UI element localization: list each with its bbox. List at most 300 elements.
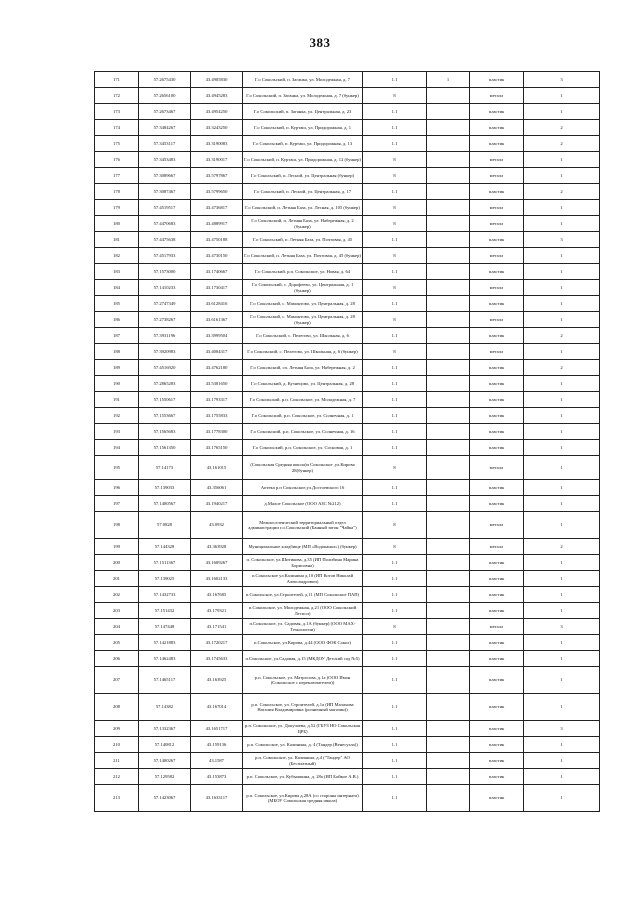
material-cell: пластик [470, 440, 524, 456]
longitude-cell: 43.356061 [191, 480, 243, 496]
row-number: 175 [95, 136, 139, 152]
material-cell: пластик [470, 136, 524, 152]
address-cell: р.п. Сокольское, ул. Матросова, д.1а (ООО Имон (Сокольское с переключателем)) [243, 667, 363, 694]
address-cell: Г.о Сокольский, с. Мамонтово, ул. Центральная, д. 28 (бункер) [243, 312, 363, 328]
latitude-cell: 57.151432 [139, 603, 191, 619]
qty-cell [427, 280, 470, 296]
qty-cell [427, 264, 470, 280]
material-cell: пластик [470, 635, 524, 651]
qty-cell [427, 392, 470, 408]
volume-cell: 1.1 [363, 120, 427, 136]
row-number: 195 [95, 456, 139, 480]
table-row [95, 328, 600, 344]
container-count-cell: 1 [524, 296, 600, 312]
longitude-cell: 43.0932 [191, 512, 243, 539]
latitude-cell: 57.4475638 [139, 232, 191, 248]
address-cell: Г.о Сокольский, с. Пелегово, ул. Школьная, д. 6 (бункер) [243, 344, 363, 360]
volume-cell: 1.1 [363, 296, 427, 312]
material-cell: пластик [470, 392, 524, 408]
material-cell: пластик [470, 737, 524, 753]
volume-cell: 8 [363, 280, 427, 296]
row-number: 181 [95, 232, 139, 248]
volume-cell: 8 [363, 619, 427, 635]
qty-cell [427, 376, 470, 392]
volume-cell: 1.1 [363, 635, 427, 651]
container-count-cell: 1 [524, 555, 600, 571]
row-number: 173 [95, 104, 139, 120]
table-row [95, 376, 600, 392]
table-row [95, 88, 600, 104]
container-count-cell: 3 [524, 721, 600, 737]
qty-cell [427, 408, 470, 424]
qty-cell [427, 232, 470, 248]
container-count-cell: 3 [524, 72, 600, 88]
longitude-cell: 43.1730417 [191, 280, 243, 296]
row-number: 183 [95, 264, 139, 280]
address-cell: Г.о Сокольский, п. Летняя База, ул. Лесная, д. 105 (бункер) [243, 200, 363, 216]
table-row [95, 184, 600, 200]
volume-cell: 1.1 [363, 785, 427, 812]
longitude-cell: 43.1587 [191, 753, 243, 769]
latitude-cell: 57.1465117 [139, 667, 191, 694]
qty-cell [427, 88, 470, 104]
latitude-cell: 57.1432733 [139, 587, 191, 603]
address-cell: Г.о Сокольский, р.п. Сокольское, ул. Молодежная, д. 7 [243, 392, 363, 408]
table-row [95, 603, 600, 619]
material-cell: металл [470, 456, 524, 480]
address-cell: Межпоселенческий территориальный отдел администрации г.о.Сокольский (Банный затон "Чайка") [243, 512, 363, 539]
container-count-cell: 1 [524, 376, 600, 392]
latitude-cell: 57.144328 [139, 539, 191, 555]
volume-cell: 1.1 [363, 571, 427, 587]
volume-cell: 1.1 [363, 769, 427, 785]
table-row [95, 72, 600, 88]
material-cell: металл [470, 619, 524, 635]
container-count-cell: 1 [524, 216, 600, 232]
material-cell: металл [470, 344, 524, 360]
longitude-cell: 43.1651717 [191, 721, 243, 737]
qty-cell [427, 651, 470, 667]
latitude-cell: 57.1550617 [139, 392, 191, 408]
material-cell: пластик [470, 785, 524, 812]
latitude-cell: 57.129582 [139, 769, 191, 785]
qty-cell [427, 136, 470, 152]
longitude-cell: 43.161015 [191, 456, 243, 480]
qty-cell [427, 587, 470, 603]
address-cell: Г.о Сокольский, п. Курташ, ул. Придорожная, д. 13 [243, 136, 363, 152]
qty-cell [427, 296, 470, 312]
latitude-cell: 57.2656100 [139, 88, 191, 104]
address-cell: р.п. Сокольское, ул. Строителей, д.1а (ИП Малахова Наталия Владимировна (розничный магазин)) [243, 694, 363, 721]
container-count-cell: 2 [524, 539, 600, 555]
longitude-cell: 43.153873 [191, 769, 243, 785]
longitude-cell: 43.4750188 [191, 232, 243, 248]
address-cell: Г.о Сокольский, р.п. Сокольское, ул. Солнечная, д. 1 [243, 408, 363, 424]
address-cell: Г.о Сокольский, с. Дорофеево, ул. Центральная, д. 1 (бункер) [243, 280, 363, 296]
material-cell: металл [470, 88, 524, 104]
longitude-cell: 43.163925 [191, 667, 243, 694]
volume-cell: 1.1 [363, 360, 427, 376]
address-cell: Г.о Сокольский, п. Курташ, ул. Придорожная, д. 1 [243, 120, 363, 136]
container-count-cell: 1 [524, 587, 600, 603]
address-cell: Г.о Сокольский, п. Летняя База, ул. Почтовая, д. 45 [243, 232, 363, 248]
qty-cell [427, 360, 470, 376]
container-count-cell: 1 [524, 104, 600, 120]
container-count-cell: 3 [524, 619, 600, 635]
material-cell: металл [470, 200, 524, 216]
latitude-cell: 57.14382 [139, 694, 191, 721]
volume-cell: 8 [363, 200, 427, 216]
latitude-cell: 57.4516920 [139, 360, 191, 376]
address-cell: п.Сокольское, ул.Строителей, д.11 (МП Сокольское ПАП) [243, 587, 363, 603]
qty-cell [427, 216, 470, 232]
material-cell: пластик [470, 694, 524, 721]
container-count-cell: 1 [524, 737, 600, 753]
volume-cell: 1.1 [363, 232, 427, 248]
table-row [95, 480, 600, 496]
longitude-cell: 43.1940217 [191, 496, 243, 512]
volume-cell: 1.1 [363, 72, 427, 88]
material-cell: пластик [470, 571, 524, 587]
qty-cell [427, 603, 470, 619]
container-count-cell: 1 [524, 635, 600, 651]
container-count-cell: 1 [524, 571, 600, 587]
longitude-cell: 43.3999504 [191, 328, 243, 344]
row-number: 180 [95, 216, 139, 232]
material-cell: пластик [470, 651, 524, 667]
container-count-cell: 2 [524, 360, 600, 376]
row-number: 186 [95, 312, 139, 328]
material-cell: пластик [470, 480, 524, 496]
qty-cell [427, 555, 470, 571]
qty-cell [427, 721, 470, 737]
volume-cell: 8 [363, 456, 427, 480]
volume-cell: 8 [363, 216, 427, 232]
row-number: 204 [95, 619, 139, 635]
row-number: 194 [95, 440, 139, 456]
latitude-cell: 57.2865283 [139, 376, 191, 392]
row-number: 208 [95, 694, 139, 721]
volume-cell: 8 [363, 344, 427, 360]
table-row [95, 248, 600, 264]
table-row [95, 360, 600, 376]
material-cell: пластик [470, 721, 524, 737]
latitude-cell: 57.1332367 [139, 721, 191, 737]
longitude-cell: 43.1740667 [191, 264, 243, 280]
longitude-cell: 43.363928 [191, 539, 243, 555]
material-cell: пластик [470, 232, 524, 248]
container-count-cell: 1 [524, 200, 600, 216]
longitude-cell: 43.159136 [191, 737, 243, 753]
material-cell: пластик [470, 667, 524, 694]
table-row [95, 392, 600, 408]
longitude-cell: 43.167014 [191, 694, 243, 721]
row-number: 182 [95, 248, 139, 264]
volume-cell: 1.1 [363, 376, 427, 392]
volume-cell: 8 [363, 88, 427, 104]
container-count-cell: 1 [524, 280, 600, 296]
longitude-cell: 43.171541 [191, 619, 243, 635]
longitude-cell: 43.4945283 [191, 88, 243, 104]
volume-cell: 1.1 [363, 651, 427, 667]
row-number: 193 [95, 424, 139, 440]
material-cell: пластик [470, 120, 524, 136]
row-number: 207 [95, 667, 139, 694]
latitude-cell: 57.4517933 [139, 248, 191, 264]
volume-cell: 1.1 [363, 408, 427, 424]
volume-cell: 1.1 [363, 424, 427, 440]
table-row [95, 651, 600, 667]
volume-cell: 1.1 [363, 737, 427, 753]
qty-cell [427, 344, 470, 360]
latitude-cell: 57.2738267 [139, 312, 191, 328]
table-row [95, 587, 600, 603]
qty-cell [427, 424, 470, 440]
container-count-cell: 1 [524, 769, 600, 785]
material-cell: металл [470, 539, 524, 555]
row-number: 179 [95, 200, 139, 216]
qty-cell [427, 456, 470, 480]
row-number: 201 [95, 571, 139, 587]
qty-cell [427, 496, 470, 512]
table-row [95, 721, 600, 737]
container-count-cell: 1 [524, 152, 600, 168]
volume-cell: 1.1 [363, 753, 427, 769]
material-cell: пластик [470, 328, 524, 344]
address-cell: п.Сокольское, ул. Молодежная, д.21 (ООО Сокольский Леспол) [243, 603, 363, 619]
row-number: 178 [95, 184, 139, 200]
address-cell: р.п. Сокольское, ул. Кубышкина, д. 28а (ИП Бойкое А.В.) [243, 769, 363, 785]
table-row [95, 694, 600, 721]
qty-cell [427, 152, 470, 168]
container-count-cell: 1 [524, 456, 600, 480]
table-row [95, 232, 600, 248]
page-number: 383 [309, 35, 331, 50]
qty-cell [427, 480, 470, 496]
qty-cell [427, 667, 470, 694]
row-number: 197 [95, 496, 139, 512]
latitude-cell: 57.140812 [139, 737, 191, 753]
table-row [95, 737, 600, 753]
qty-cell [427, 785, 470, 812]
volume-cell: 8 [363, 312, 427, 328]
latitude-cell: 57.3089667 [139, 168, 191, 184]
row-number: 203 [95, 603, 139, 619]
container-count-cell: 1 [524, 264, 600, 280]
row-number: 202 [95, 587, 139, 603]
latitude-cell: 57.1462483 [139, 651, 191, 667]
address-cell: Г.о Сокольский, р.п. Сокольское, ул. Солнечная, д. 16 [243, 424, 363, 440]
qty-cell [427, 168, 470, 184]
material-cell: пластик [470, 603, 524, 619]
latitude-cell: 57.3453483 [139, 152, 191, 168]
container-count-cell: 2 [524, 184, 600, 200]
volume-cell: 1.1 [363, 104, 427, 120]
container-count-cell: 1 [524, 344, 600, 360]
volume-cell: 8 [363, 512, 427, 539]
material-cell: пластик [470, 555, 524, 571]
row-number: 190 [95, 376, 139, 392]
qty-cell [427, 328, 470, 344]
latitude-cell: 57.0828 [139, 512, 191, 539]
table-row [95, 200, 600, 216]
row-number: 213 [95, 785, 139, 812]
table-row [95, 216, 600, 232]
address-cell: Г.о Сокольский, д. Кузнецово, ул. Центральная, д. 28 [243, 376, 363, 392]
table-row [95, 667, 600, 694]
latitude-cell: 57.3087467 [139, 184, 191, 200]
material-cell: пластик [470, 496, 524, 512]
row-number: 199 [95, 539, 139, 555]
container-count-cell: 1 [524, 480, 600, 496]
longitude-cell: 43.3190083 [191, 136, 243, 152]
longitude-cell: 43.4889917 [191, 216, 243, 232]
material-cell: металл [470, 216, 524, 232]
latitude-cell: 57.147448 [139, 619, 191, 635]
container-count-cell: 2 [524, 328, 600, 344]
longitude-cell: 43.3190017 [191, 152, 243, 168]
longitude-cell: 43.1745633 [191, 651, 243, 667]
row-number: 185 [95, 296, 139, 312]
volume-cell: 8 [363, 248, 427, 264]
address-cell: Г.о Сокольский, п. Лесной, ул. Центральная, д. 17 [243, 184, 363, 200]
latitude-cell: 57.4470683 [139, 216, 191, 232]
row-number: 196 [95, 480, 139, 496]
container-count-cell: 1 [524, 88, 600, 104]
table-body [95, 72, 600, 812]
address-cell: Г.о Сокольский, п. Летняя База, ул. Почтовая, д. 45 (бункер) [243, 248, 363, 264]
table-row [95, 555, 600, 571]
table-row [95, 264, 600, 280]
longitude-cell: 43.1720217 [191, 635, 243, 651]
qty-cell [427, 571, 470, 587]
material-cell: металл [470, 248, 524, 264]
table-row [95, 635, 600, 651]
material-cell: пластик [470, 587, 524, 603]
container-count-cell: 1 [524, 512, 600, 539]
table-row [95, 424, 600, 440]
row-number: 176 [95, 152, 139, 168]
address-cell: (Сокольская Средняя школа)п Сокольское ,ул.Кирова 28(бункер) [243, 456, 363, 480]
table-row [95, 280, 600, 296]
volume-cell: 8 [363, 168, 427, 184]
latitude-cell: 57.2675430 [139, 72, 191, 88]
longitude-cell: 43.5799650 [191, 184, 243, 200]
longitude-cell: 43.1609267 [191, 555, 243, 571]
material-cell: пластик [470, 424, 524, 440]
latitude-cell: 57.1410233 [139, 280, 191, 296]
material-cell: металл [470, 152, 524, 168]
qty-cell [427, 753, 470, 769]
container-count-cell: 1 [524, 694, 600, 721]
table-row [95, 785, 600, 812]
address-cell: р.п. Сокольское, ул.Кирова д.28А (со стороны интерната) (МБОУ Сокольская средняя школа) [243, 785, 363, 812]
material-cell: пластик [470, 769, 524, 785]
longitude-cell: 43.3243250 [191, 120, 243, 136]
container-count-cell: 1 [524, 248, 600, 264]
longitude-cell: 43.167685 [191, 587, 243, 603]
volume-cell: 1.1 [363, 264, 427, 280]
material-cell: пластик [470, 296, 524, 312]
qty-cell [427, 200, 470, 216]
material-cell: пластик [470, 408, 524, 424]
volume-cell: 1.1 [363, 440, 427, 456]
address-cell: п.Сокольское, ул.Кирова, д.44 (ООО ФОК Сокол) [243, 635, 363, 651]
address-cell: Г.о Сокольский, р.п. Сокольское, ул. Новая, д. 64 [243, 264, 363, 280]
latitude-cell: 57.1423067 [139, 785, 191, 812]
longitude-cell: 43.4730150 [191, 248, 243, 264]
container-count-cell: 1 [524, 424, 600, 440]
row-number: 188 [95, 344, 139, 360]
row-number: 198 [95, 512, 139, 539]
container-count-cell: 2 [524, 120, 600, 136]
longitude-cell: 43.6128416 [191, 296, 243, 312]
container-count-cell: 1 [524, 603, 600, 619]
latitude-cell: 57.3920983 [139, 344, 191, 360]
row-number: 200 [95, 555, 139, 571]
longitude-cell: 43.1793317 [191, 392, 243, 408]
material-cell: пластик [470, 184, 524, 200]
table-row [95, 571, 600, 587]
volume-cell: 1.1 [363, 603, 427, 619]
table-row [95, 104, 600, 120]
longitude-cell: 43.1778300 [191, 424, 243, 440]
material-cell: пластик [470, 104, 524, 120]
longitude-cell: 43.4004317 [191, 344, 243, 360]
table-row [95, 539, 600, 555]
container-count-cell: 1 [524, 392, 600, 408]
table-row [95, 312, 600, 328]
address-cell: п.Сокольское, ул.Садовая, д.15 (МКДОУ Детский сад №5) [243, 651, 363, 667]
row-number: 210 [95, 737, 139, 753]
container-count-cell: 1 [524, 667, 600, 694]
row-number: 177 [95, 168, 139, 184]
row-number: 209 [95, 721, 139, 737]
row-number: 192 [95, 408, 139, 424]
qty-cell [427, 635, 470, 651]
qty-cell [427, 440, 470, 456]
volume-cell: 1.1 [363, 328, 427, 344]
container-count-cell: 1 [524, 408, 600, 424]
table-row [95, 344, 600, 360]
container-count-cell: 1 [524, 496, 600, 512]
material-cell: металл [470, 168, 524, 184]
material-cell: пластик [470, 72, 524, 88]
container-count-cell: 3 [524, 232, 600, 248]
table-row [95, 753, 600, 769]
latitude-cell: 57.1400567 [139, 496, 191, 512]
row-number: 206 [95, 651, 139, 667]
volume-cell: 1.1 [363, 496, 427, 512]
row-number: 189 [95, 360, 139, 376]
table-row [95, 296, 600, 312]
table-row [95, 120, 600, 136]
volume-cell: 8 [363, 152, 427, 168]
qty-cell [427, 769, 470, 785]
table-row [95, 168, 600, 184]
address-cell: Г.о Сокольский, п. Лесной, ул. Центральная (бункер) [243, 168, 363, 184]
latitude-cell: 57.1400267 [139, 753, 191, 769]
row-number: 211 [95, 753, 139, 769]
latitude-cell: 57.3484267 [139, 120, 191, 136]
table-row [95, 512, 600, 539]
container-count-cell: 1 [524, 312, 600, 328]
address-cell: п. Сокольское, ул.Шитикова, д.35 (ИП Полибина Марина Борисовна) [243, 555, 363, 571]
qty-cell [427, 248, 470, 264]
latitude-cell: 57.2747349 [139, 296, 191, 312]
address-cell: Муниципальное кладбище (МП «Водоканал») (бункер) [243, 539, 363, 555]
qty-cell [427, 104, 470, 120]
